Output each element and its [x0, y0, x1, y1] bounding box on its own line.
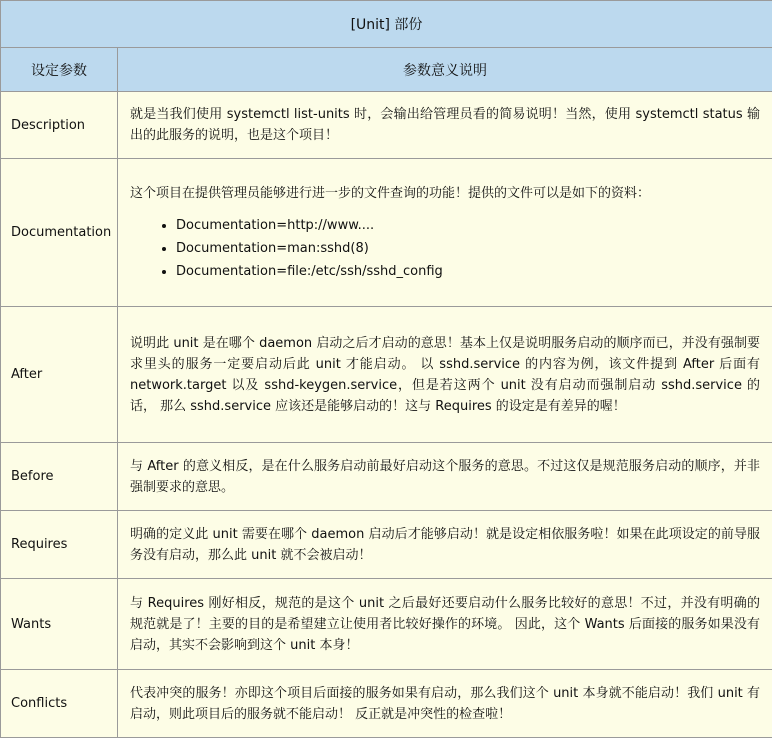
- param-description: 说明此 unit 是在哪个 daemon 启动之后才启动的意思！基本上仅是说明服务启动的顺序而已，并没有强制要求里头的服务一定要启动后此 unit 才能启动。 以 sshd.service 的内容为例，该文件提到 After 后面有 network.target 以及 sshd-keygen.service，但是若这两个 unit 没有启动而强制启动 sshd.service 的话， 那么 sshd.service 应该还是能够启动的！这与 Requires 的设定是有差异的喔！: [118, 307, 772, 443]
- column-header-param: 设定参数: [1, 48, 118, 92]
- table-row-after: [1, 307, 772, 443]
- param-name: Requires: [1, 511, 118, 579]
- param-name: Description: [1, 92, 118, 159]
- param-name: After: [1, 307, 118, 443]
- table-row-conflicts: [1, 670, 772, 738]
- param-name: Before: [1, 443, 118, 511]
- param-description: 这个项目在提供管理员能够进行进一步的文件查询的功能！提供的文件可以是如下的资料：: [130, 183, 760, 204]
- table-row-wants: [1, 579, 772, 670]
- list-item: • Documentation=http://www....: [176, 214, 760, 237]
- param-description: 代表冲突的服务！亦即这个项目后面接的服务如果有启动，那么我们这个 unit 本身就不能启动！我们 unit 有启动，则此项目后的服务就不能启动！ 反正就是冲突性的检查啦！: [118, 670, 772, 738]
- param-name: Conflicts: [1, 670, 118, 738]
- table-row-documentation: [1, 159, 772, 307]
- param-description: 与 After 的意义相反，是在什么服务启动前最好启动这个服务的意思。不过这仅是规范服务启动的顺序，并非强制要求的意思。: [118, 443, 772, 511]
- param-description: 与 Requires 刚好相反，规范的是这个 unit 之后最好还要启动什么服务比较好的意思！不过，并没有明确的规范就是了！主要的目的是希望建立让使用者比较好操作的环境。 因此，这个 Wants 后面接的服务如果没有启动，其实不会影响到这个 unit 本身！: [118, 579, 772, 670]
- column-header-meaning: 参数意义说明: [118, 48, 772, 92]
- param-name: Documentation: [1, 159, 118, 307]
- table-row-before: [1, 443, 772, 511]
- table-caption: [Unit] 部份: [1, 1, 772, 48]
- table-row-description: [1, 92, 772, 159]
- param-description: 就是当我们使用 systemctl list-units 时，会输出给管理员看的简易说明！当然，使用 systemctl status 输出的此服务的说明，也是这个项目！: [118, 92, 772, 159]
- param-description-cell: [118, 159, 772, 307]
- param-name: Wants: [1, 579, 118, 670]
- table-row-requires: [1, 511, 772, 579]
- param-description: 明确的定义此 unit 需要在哪个 daemon 启动后才能够启动！就是设定相依服务啦！如果在此项设定的前导服务没有启动，那么此 unit 就不会被启动！: [118, 511, 772, 579]
- caption-row: [1, 1, 772, 48]
- documentation-list: [130, 214, 760, 283]
- list-item: • Documentation=file:/etc/ssh/sshd_config: [176, 260, 760, 283]
- list-item: • Documentation=man:sshd(8): [176, 237, 760, 260]
- header-row: [1, 48, 772, 92]
